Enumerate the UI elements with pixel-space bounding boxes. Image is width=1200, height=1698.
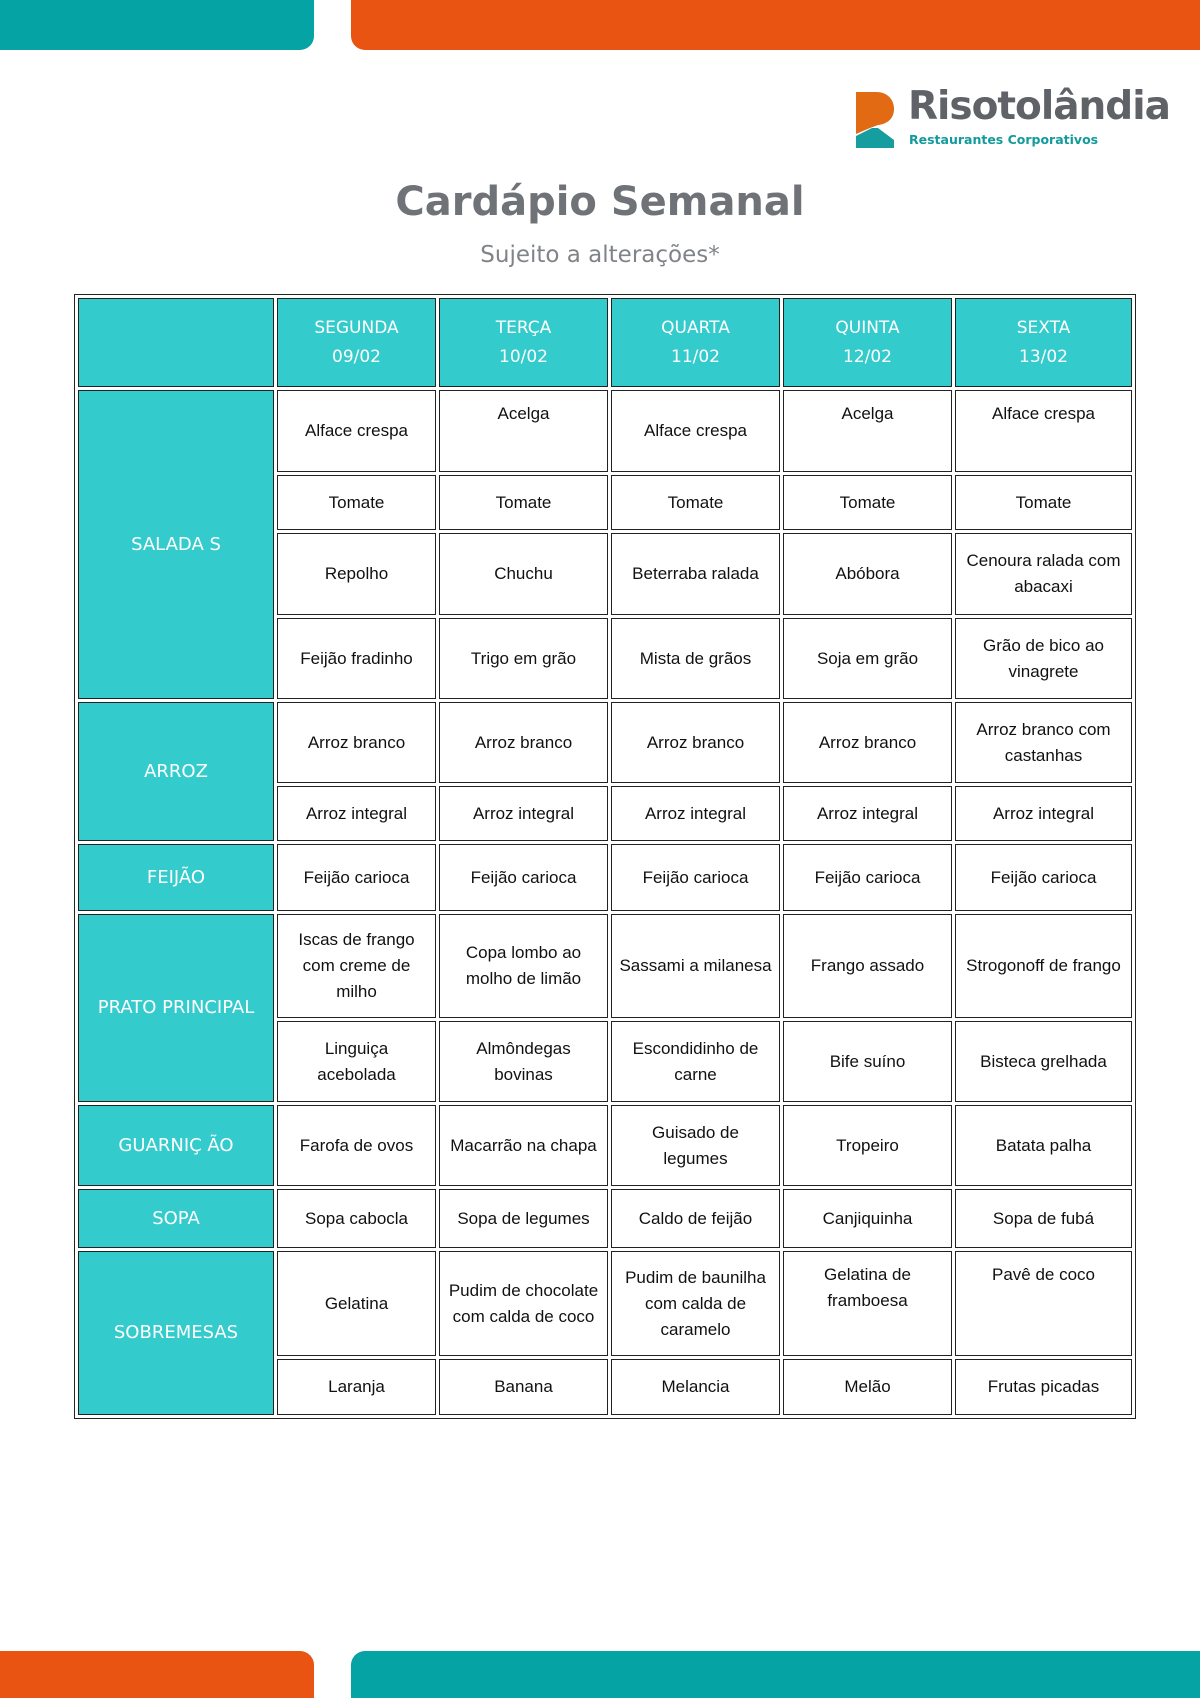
menu-cell: Frango assado [783,914,952,1018]
menu-cell: Feijão carioca [277,844,436,911]
menu-cell: Feijão carioca [439,844,608,911]
bottom-right-decor-bar [351,1651,1200,1698]
menu-cell: Sopa de legumes [439,1189,608,1248]
menu-cell: Tomate [439,475,608,530]
menu-cell: Iscas de frango com creme de milho [277,914,436,1018]
menu-cell: Grão de bico ao vinagrete [955,618,1132,699]
menu-cell: Sopa cabocla [277,1189,436,1248]
menu-cell: Pudim de baunilha com calda de caramelo [611,1251,780,1356]
menu-cell: Tropeiro [783,1105,952,1186]
menu-row [78,390,1132,472]
menu-cell: Acelga [439,390,608,472]
menu-cell: Copa lombo ao molho de limão [439,914,608,1018]
day-header-row [78,298,1132,387]
menu-cell: Melancia [611,1359,780,1415]
corner-cell [78,298,274,387]
menu-cell: Arroz integral [783,786,952,841]
menu-row [78,844,1132,911]
menu-cell: Arroz integral [277,786,436,841]
menu-cell: Strogonoff de frango [955,914,1132,1018]
category-prato-principal: PRATO PRINCIPAL [78,914,274,1102]
menu-row [78,1105,1132,1186]
page-title: Cardápio Semanal [395,179,805,225]
menu-cell: Repolho [277,533,436,615]
menu-cell: Arroz branco [439,702,608,783]
brand-tagline: Restaurantes Corporativos [909,132,1099,147]
menu-cell: Canjiquinha [783,1189,952,1248]
day-name: TERÇA [495,317,552,338]
category-feijao: FEIJÃO [78,844,274,911]
day-name: SEXTA [1016,317,1071,338]
category-guarnicao: GUARNIÇ ÃO [78,1105,274,1186]
menu-cell: Abóbora [783,533,952,615]
risotolandia-logo-icon [854,90,896,148]
day-header [783,298,952,387]
day-date: 09/02 [332,346,381,367]
menu-cell: Gelatina de framboesa [783,1251,952,1356]
menu-cell: Feijão carioca [611,844,780,911]
menu-cell: Trigo em grão [439,618,608,699]
menu-cell: Farofa de ovos [277,1105,436,1186]
menu-cell: Pudim de chocolate com calda de coco [439,1251,608,1356]
bottom-left-decor-bar [0,1651,314,1698]
menu-cell: Batata palha [955,1105,1132,1186]
menu-cell: Feijão carioca [955,844,1132,911]
menu-cell: Gelatina [277,1251,436,1356]
top-right-decor-bar [351,0,1200,50]
page-subtitle: Sujeito a alterações* [480,242,720,268]
day-date: 10/02 [499,346,548,367]
top-left-decor-bar [0,0,314,50]
category-sobremesas: SOBREMESAS [78,1251,274,1415]
menu-cell: Sassami a milanesa [611,914,780,1018]
category-saladas: SALADA S [78,390,274,699]
brand-logo [854,84,1170,152]
menu-cell: Alface crespa [955,390,1132,472]
menu-cell: Bisteca grelhada [955,1021,1132,1102]
day-name: QUARTA [661,317,730,338]
menu-cell: Arroz branco [611,702,780,783]
day-header [439,298,608,387]
menu-cell: Arroz integral [955,786,1132,841]
menu-cell: Melão [783,1359,952,1415]
menu-cell: Arroz branco [783,702,952,783]
menu-cell: Mista de grãos [611,618,780,699]
day-date: 13/02 [1019,346,1068,367]
menu-cell: Laranja [277,1359,436,1415]
menu-cell: Tomate [955,475,1132,530]
day-date: 11/02 [671,346,720,367]
menu-cell: Arroz integral [439,786,608,841]
menu-cell: Acelga [783,390,952,472]
day-name: SEGUNDA [314,317,399,338]
menu-cell: Sopa de fubá [955,1189,1132,1248]
menu-cell: Tomate [277,475,436,530]
day-header [955,298,1132,387]
menu-cell: Tomate [611,475,780,530]
menu-cell: Arroz branco com castanhas [955,702,1132,783]
menu-cell: Escondidinho de carne [611,1021,780,1102]
menu-cell: Caldo de feijão [611,1189,780,1248]
menu-cell: Chuchu [439,533,608,615]
menu-cell: Pavê de coco [955,1251,1132,1356]
category-arroz: ARROZ [78,702,274,841]
menu-cell: Feijão fradinho [277,618,436,699]
weekly-menu-table [74,294,1136,1419]
menu-cell: Almôndegas bovinas [439,1021,608,1102]
menu-cell: Frutas picadas [955,1359,1132,1415]
menu-cell: Feijão carioca [783,844,952,911]
menu-cell: Arroz branco [277,702,436,783]
menu-row [78,1251,1132,1356]
menu-cell: Banana [439,1359,608,1415]
day-header [277,298,436,387]
day-header [611,298,780,387]
menu-cell: Macarrão na chapa [439,1105,608,1186]
brand-name: Risotolândia [908,84,1170,129]
menu-cell: Beterraba ralada [611,533,780,615]
menu-cell: Cenoura ralada com abacaxi [955,533,1132,615]
menu-cell: Guisado de legumes [611,1105,780,1186]
menu-cell: Tomate [783,475,952,530]
category-sopa: SOPA [78,1189,274,1248]
menu-row [78,702,1132,783]
menu-cell: Linguiça acebolada [277,1021,436,1102]
day-date: 12/02 [843,346,892,367]
menu-cell: Bife suíno [783,1021,952,1102]
menu-cell: Alface crespa [611,390,780,472]
menu-cell: Arroz integral [611,786,780,841]
menu-row [78,914,1132,1018]
menu-row [78,1189,1132,1248]
menu-cell: Soja em grão [783,618,952,699]
menu-cell: Alface crespa [277,390,436,472]
day-name: QUINTA [835,317,900,338]
